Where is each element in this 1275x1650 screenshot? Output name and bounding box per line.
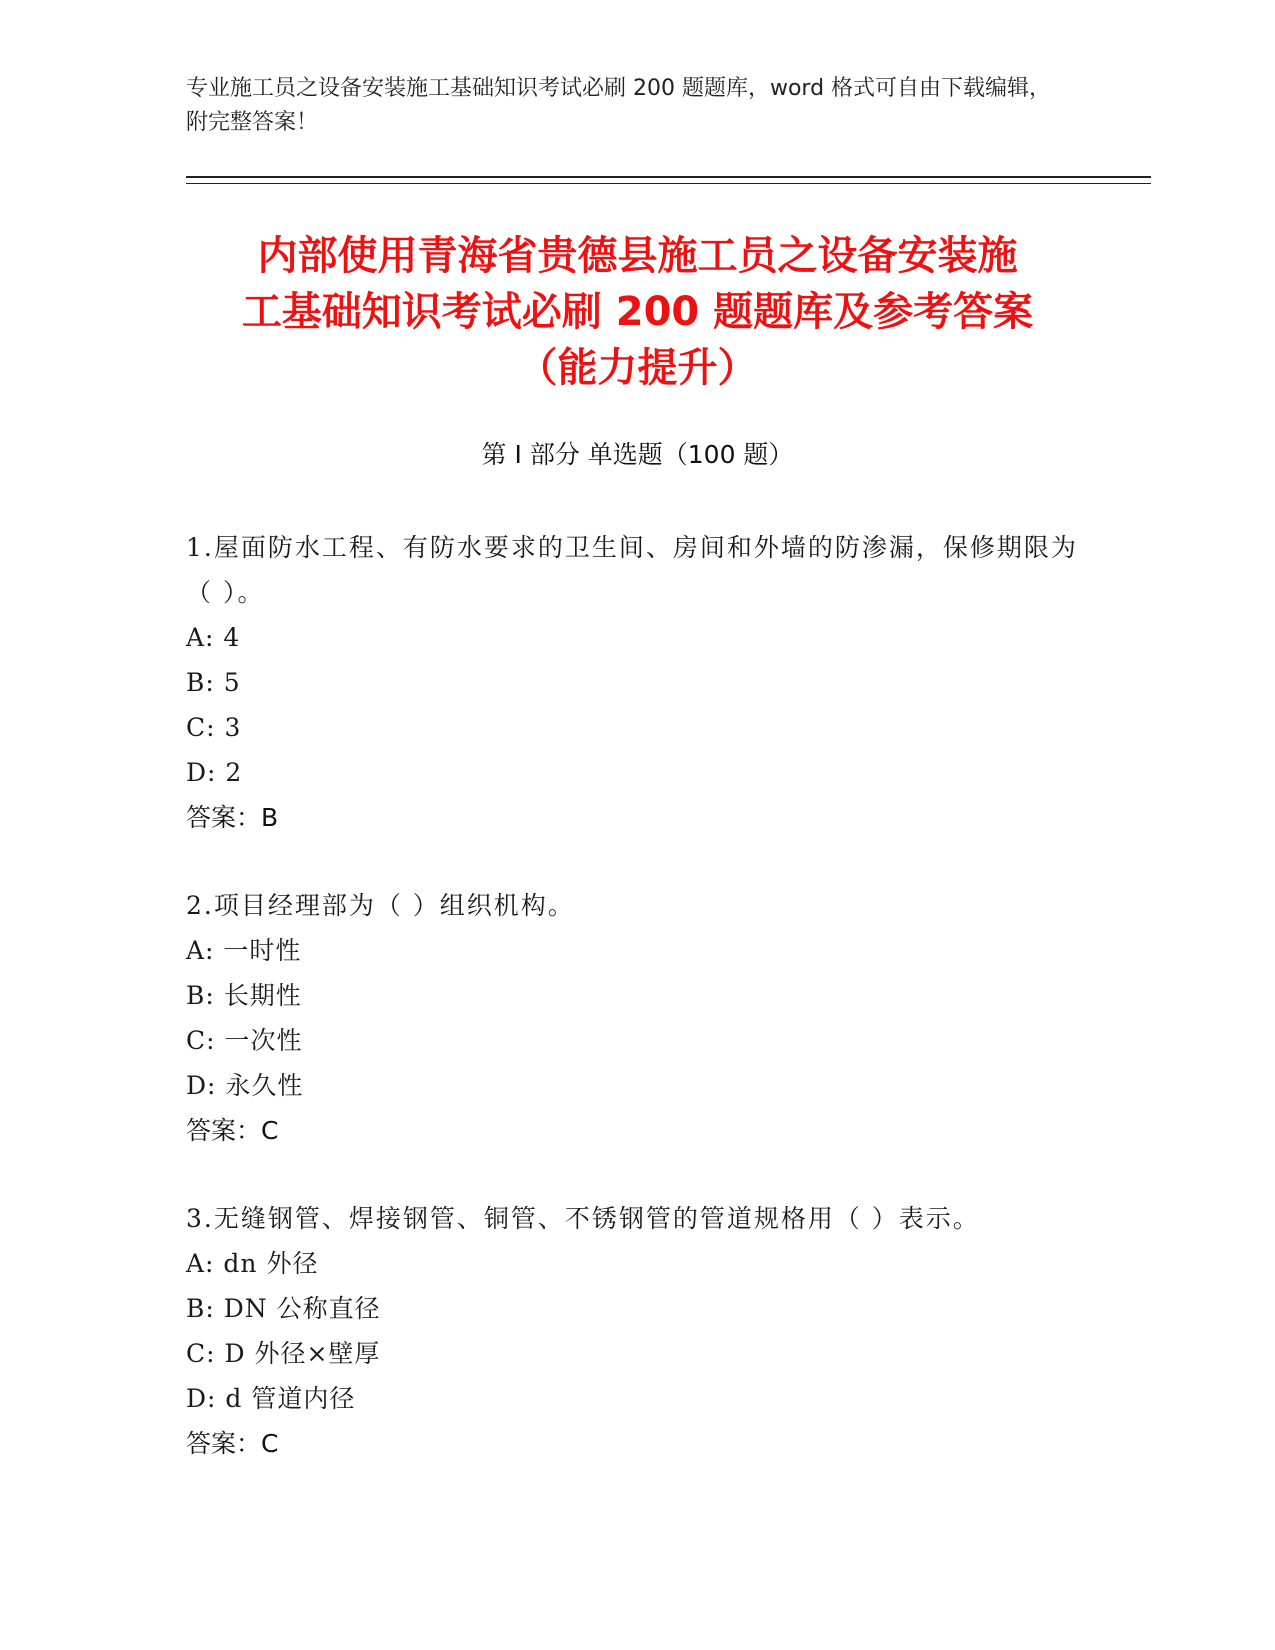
question-item [186, 525, 1086, 840]
option-b: B: DN 公称直径 [186, 1294, 381, 1323]
document-title [150, 228, 1125, 396]
title-line-3: （能力提升） [517, 345, 758, 391]
option-a: A: dn 外径 [186, 1249, 319, 1278]
question-item [186, 1196, 1086, 1466]
question-list [186, 525, 1086, 1509]
header-divider-thin [186, 183, 1151, 184]
section-heading: 第 I 部分 单选题（100 题） [481, 440, 794, 469]
title-line-1: 内部使用青海省贵德县施工员之设备安装施 [257, 233, 1018, 279]
question-text: 3.无缝钢管、焊接钢管、铜管、不锈钢管的管道规格用（ ）表示。 [186, 1204, 980, 1233]
option-d: D: 2 [186, 758, 243, 787]
option-d: D: d 管道内径 [186, 1384, 356, 1413]
answer-line: 答案：B [186, 803, 279, 832]
option-c: C: 3 [186, 713, 242, 742]
title-line-2: 工基础知识考试必刷 200 题题库及参考答案 [241, 289, 1034, 335]
header-divider-thick [186, 176, 1151, 178]
header-note: 专业施工员之设备安装施工基础知识考试必刷 200 题题库，word 格式可自由下载编辑，附完整答案！ [186, 76, 1052, 135]
option-b: B: 5 [186, 668, 241, 697]
answer-line: 答案：C [186, 1429, 279, 1458]
option-d: D: 永久性 [186, 1071, 304, 1100]
option-a: A: 一时性 [186, 936, 302, 965]
option-c: C: D 外径×壁厚 [186, 1339, 381, 1368]
answer-line: 答案：C [186, 1116, 279, 1145]
option-a: A: 4 [186, 623, 241, 652]
question-item [186, 883, 1086, 1153]
option-b: B: 长期性 [186, 981, 302, 1010]
option-c: C: 一次性 [186, 1026, 303, 1055]
question-text: 1.屋面防水工程、有防水要求的卫生间、房间和外墙的防渗漏，保修期限为（ ）。 [186, 533, 1078, 607]
question-text: 2.项目经理部为（ ）组织机构。 [186, 891, 575, 920]
